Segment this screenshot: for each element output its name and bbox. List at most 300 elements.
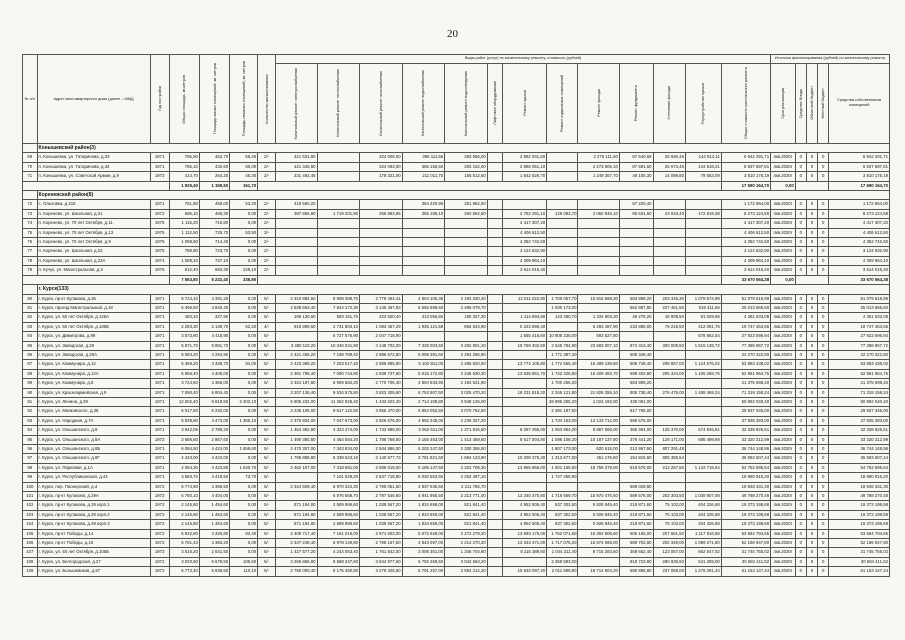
cell-c11 <box>653 407 685 416</box>
cell-c7 <box>503 482 547 491</box>
cell-nonres: 229,10 <box>230 266 258 275</box>
cell-c1 <box>276 247 317 256</box>
cell-total: 483,10 <box>169 313 199 322</box>
header-source-term: Срок реализации <box>780 87 785 119</box>
cell-year: 1971 <box>150 162 169 171</box>
cell-cnt: 5/- <box>258 492 276 501</box>
cell-own: 4 417 307,20 <box>829 219 890 228</box>
cell-term: 4кв.2020г <box>771 529 796 538</box>
cell-c3 <box>360 247 403 256</box>
cell-addr: г. Курск, ул. Белгородская, д.27 <box>37 557 150 566</box>
cell-c7: 1 114 894,80 <box>503 313 547 322</box>
cell-term: 4кв.2020г <box>771 322 796 331</box>
cell-c7: 15 633 097,20 <box>503 567 547 576</box>
cell-f2: 0 <box>806 397 817 406</box>
cell-living: 327,90 <box>199 313 229 322</box>
cell-c13: 77 398 967,72 <box>721 341 770 350</box>
cell-c5: 2 272 279,20 <box>445 529 488 538</box>
cell-c4: 384 220,96 <box>402 200 445 209</box>
cell-c3 <box>360 219 403 228</box>
cell-c4: 356 156,50 <box>402 162 445 171</box>
cell-c11: 123 067,00 <box>653 548 685 557</box>
cell-c1: 1 795 858,80 <box>276 454 317 463</box>
subtotal-owners: 33 670 564,38 <box>829 275 890 284</box>
table-row <box>23 379 890 388</box>
cell-c8 <box>547 153 578 162</box>
cell-c5: 2 192 531,90 <box>445 379 488 388</box>
cell-addr: г. Курск, проезд Магистральный, д.18 <box>37 303 150 312</box>
cell-cnt: 2/- <box>258 256 276 265</box>
cell-c12: 519 311,56 <box>685 303 721 312</box>
cell-c5: 283 162,00 <box>445 162 488 171</box>
cell-year: 1971 <box>150 426 169 435</box>
cell-addr: г. Курск, ул. Димитрова, д.99 <box>37 332 150 341</box>
cell-c13: 6 942 291,71 <box>721 153 770 162</box>
cell-n: 92 <box>23 407 38 416</box>
cell-n: 100 <box>23 482 38 491</box>
cell-f3: 0 <box>818 397 829 406</box>
cell-year: 1972 <box>150 520 169 529</box>
cell-c8: 1 717 075,20 <box>547 539 578 548</box>
cell-f1: 0 <box>795 510 806 519</box>
cell-n: 95 <box>23 435 38 444</box>
cell-cnt: 2/- <box>258 266 276 275</box>
cell-own: 4 406 612,50 <box>829 228 890 237</box>
cell-year: 1972 <box>150 529 169 538</box>
cell-c8: 1 742 326,80 <box>547 369 578 378</box>
header-work-13: Общая стоимость капитального ремонта <box>743 67 748 140</box>
cell-c9: 1 249 357,70 <box>578 172 619 181</box>
cell-c2 <box>317 172 360 181</box>
cell-c2 <box>317 219 360 228</box>
cell-addr: г. Курск, ул. Ольшанского, д.8Б <box>37 445 150 454</box>
cell-c6 <box>487 539 503 548</box>
cell-total: 751,90 <box>169 200 199 209</box>
cell-c9: 10 187 137,80 <box>578 435 619 444</box>
cell-c7 <box>503 473 547 482</box>
cell-c12: 695 499,69 <box>685 435 721 444</box>
cell-living: 4 326,80 <box>199 529 229 538</box>
cell-c9 <box>578 228 619 237</box>
cell-f2: 0 <box>806 482 817 491</box>
cell-f2: 0 <box>806 219 817 228</box>
cell-own: 50 992 040,40 <box>829 397 890 406</box>
cell-c6 <box>487 520 503 529</box>
cell-c9 <box>578 557 619 566</box>
cell-f3: 0 <box>818 445 829 454</box>
cell-n: 70 <box>23 162 38 171</box>
cell-nonres: 1 365,10 <box>230 416 258 425</box>
cell-c11: 807 291,48 <box>653 445 685 454</box>
cell-c4: 5 185 147,50 <box>402 463 445 472</box>
cell-living: 4 418,90 <box>199 332 229 341</box>
cell-c2 <box>317 162 360 171</box>
cell-c5: 260 662,50 <box>445 209 488 218</box>
cell-c12 <box>685 247 721 256</box>
cell-f3: 0 <box>818 303 829 312</box>
cell-nonres: 0,00 <box>230 539 258 548</box>
cell-c7 <box>503 379 547 388</box>
cell-n: 102 <box>23 501 38 510</box>
cell-cnt: 5/- <box>258 341 276 350</box>
cell-c6 <box>487 407 503 416</box>
cell-c11: 300 009,50 <box>653 341 685 350</box>
cell-addr: г. Курск, ул. Ольшанского, д.8 <box>37 426 150 435</box>
cell-total: 4 423,00 <box>169 454 199 463</box>
cell-cnt: 5/- <box>258 445 276 454</box>
cell-c10: 874 313,40 <box>619 341 653 350</box>
cell-cnt: 2/- <box>258 247 276 256</box>
cell-c10: 218 871,60 <box>619 510 653 519</box>
cell-f2: 0 <box>806 473 817 482</box>
cell-addr: г. Курск, ул. Ольшанского, д.8А <box>37 435 150 444</box>
cell-year: 1971 <box>150 397 169 406</box>
cell-n: 105 <box>23 529 38 538</box>
cell-c6 <box>487 209 503 218</box>
cell-c7: 4 309 964,10 <box>503 256 547 265</box>
cell-total: 6 017,50 <box>169 407 199 416</box>
cell-c12 <box>685 473 721 482</box>
cell-cnt: 2/- <box>258 153 276 162</box>
cell-c10: 218 871,60 <box>619 520 653 529</box>
cell-c10: 233 886,00 <box>619 322 653 331</box>
cell-cnt: 2/- <box>258 162 276 171</box>
cell-living: 737,10 <box>199 256 229 265</box>
cell-c12 <box>685 350 721 359</box>
cell-c8 <box>547 482 578 491</box>
cell-total: 5 774,90 <box>169 482 199 491</box>
cell-c2: 7 343 934,00 <box>317 445 360 454</box>
cell-c3: 3 278 325,60 <box>360 567 403 576</box>
cell-f3: 0 <box>818 520 829 529</box>
cell-f2: 0 <box>806 388 817 397</box>
cell-living: 4 423,00 <box>199 454 229 463</box>
cell-f2: 0 <box>806 360 817 369</box>
table-row <box>23 435 890 444</box>
cell-c4: 5 791 257,00 <box>402 567 445 576</box>
cell-c13: 37 935 393,00 <box>721 416 770 425</box>
cell-nonres: 53,50 <box>230 228 258 237</box>
cell-nonres: 0,00 <box>230 256 258 265</box>
header-work-6: Лифтовое оборудование <box>493 81 498 126</box>
cell-n: 78 <box>23 256 38 265</box>
cell-c10 <box>619 247 653 256</box>
cell-c12: 144 818,21 <box>685 162 721 171</box>
cell-term: 4кв.2020г <box>771 510 796 519</box>
cell-c8 <box>547 256 578 265</box>
header-year: Год постройки <box>157 86 162 112</box>
cell-living: 5 679,50 <box>199 557 229 566</box>
cell-f3: 0 <box>818 350 829 359</box>
cell-c8: 10 808 235,00 <box>547 332 578 341</box>
cell-year: 1971 <box>150 341 169 350</box>
cell-c3: 1 038 567,20 <box>360 510 403 519</box>
cell-c8: 1 096 108,20 <box>547 435 578 444</box>
cell-c3 <box>360 200 403 209</box>
cell-f1: 0 <box>795 463 806 472</box>
cell-term: 4кв.2020г <box>771 162 796 171</box>
cell-year: 1971 <box>150 332 169 341</box>
cell-cnt: 5/- <box>258 539 276 548</box>
cell-c1: 1 490 380,60 <box>276 435 317 444</box>
cell-c4: 3 155 463,00 <box>402 435 445 444</box>
header-sources-group: Источник финансирования (рублей) по капитальному ремонту <box>771 55 890 64</box>
cell-living: 723,70 <box>199 247 229 256</box>
cell-term: 4кв.2020г <box>771 548 796 557</box>
cell-c3 <box>360 266 403 275</box>
cell-c13: 51 079 618,99 <box>721 294 770 303</box>
cell-f3: 0 <box>818 256 829 265</box>
cell-c1: 1 427 577,20 <box>276 548 317 557</box>
cell-c8 <box>547 200 578 209</box>
cell-c9 <box>578 238 619 247</box>
cell-c4: 7 328 003,50 <box>402 341 445 350</box>
cell-c7: 10 208 376,40 <box>503 454 547 463</box>
cell-nonres: 0,00 <box>230 388 258 397</box>
cell-living: 465,30 <box>199 209 229 218</box>
cell-cnt: 5/- <box>258 313 276 322</box>
cell-c9 <box>578 219 619 228</box>
cell-c10: 589 029,80 <box>619 482 653 491</box>
cell-c12: 674 945,51 <box>685 426 721 435</box>
cell-nonres: 45,30 <box>230 172 258 181</box>
cell-addr: г. Курск, ул. Большевиков, д.97 <box>37 567 150 576</box>
cell-c13: 4 361 633,08 <box>721 313 770 322</box>
cell-term: 4кв.2020г <box>771 238 796 247</box>
cell-c8: 1 700 057,70 <box>547 294 578 303</box>
cell-c12: 1 038 907,08 <box>685 492 721 501</box>
header-work-12: Переустройство крыши <box>701 82 706 124</box>
cell-c6 <box>487 388 503 397</box>
cell-year: 1975 <box>150 238 169 247</box>
cell-total: 3 516,20 <box>169 548 199 557</box>
cell-c8 <box>547 162 578 171</box>
cell-c6 <box>487 228 503 237</box>
cell-c4: 5 015 172,80 <box>402 369 445 378</box>
cell-f2: 0 <box>806 256 817 265</box>
cell-f1: 0 <box>795 228 806 237</box>
cell-c11: 25 690,46 <box>653 153 685 162</box>
cell-c6 <box>487 557 503 566</box>
cell-total: 3 724,60 <box>169 379 199 388</box>
cell-nonres: 0,00 <box>230 501 258 510</box>
cell-c12: 1 488 469,24 <box>685 388 721 397</box>
cell-n: 69 <box>23 153 38 162</box>
cell-addr: п. Коренево, ул. Школьная, д.23 <box>37 247 150 256</box>
cell-f2: 0 <box>806 445 817 454</box>
cell-c1: 2 638 553,40 <box>276 303 317 312</box>
cell-c9: 5 928 845,40 <box>578 510 619 519</box>
spacer-cell <box>23 275 170 284</box>
cell-c12 <box>685 416 721 425</box>
cell-c11: 280 936,50 <box>653 557 685 566</box>
cell-cnt: 2/- <box>258 200 276 209</box>
cell-c9 <box>578 473 619 482</box>
cell-c9: 620 615,00 <box>578 445 619 454</box>
cell-c3 <box>360 238 403 247</box>
cell-year: 1971 <box>150 416 169 425</box>
cell-year: 1972 <box>150 557 169 566</box>
cell-c1 <box>276 473 317 482</box>
cell-nonres: 0,00 <box>230 492 258 501</box>
cell-total: 1 115,20 <box>169 219 199 228</box>
cell-c5: 3 948 126,00 <box>445 397 488 406</box>
cell-c9: 2 273 605,10 <box>578 162 619 171</box>
cell-c2: 7 047 673,00 <box>317 416 360 425</box>
cell-c11: 79 215,50 <box>653 322 685 331</box>
cell-nonres: 0,00 <box>230 520 258 529</box>
cell-cnt: 5/- <box>258 426 276 435</box>
cell-c1: 916 899,60 <box>276 322 317 331</box>
table-row <box>23 416 890 425</box>
cell-c2: 6 978 149,80 <box>317 539 360 548</box>
cell-f2: 0 <box>806 454 817 463</box>
table-row <box>23 520 890 529</box>
cell-c6 <box>487 379 503 388</box>
cell-c13: 53 883 438,02 <box>721 360 770 369</box>
cell-c2 <box>317 256 360 265</box>
cell-c13: 61 153 147,44 <box>721 567 770 576</box>
cell-f2: 0 <box>806 435 817 444</box>
cell-c2: 5 338 623,10 <box>317 454 360 463</box>
cell-c10: 589 576,00 <box>619 492 653 501</box>
cell-c4: 4 804 105,35 <box>402 294 445 303</box>
cell-term: 4кв.2020г <box>771 557 796 566</box>
cell-c3: 1 786 768,60 <box>360 435 403 444</box>
cell-f2: 0 <box>806 209 817 218</box>
cell-n: 82 <box>23 313 38 322</box>
section-title: Конышевский район(3) <box>37 144 889 153</box>
cell-addr: г. Курск, ул. Коммунара, д.8 <box>37 379 150 388</box>
cell-c8: 1 734 163,00 <box>547 416 578 425</box>
cell-own: 36 593 607,44 <box>829 454 890 463</box>
cell-c7 <box>503 397 547 406</box>
table-row <box>23 407 890 416</box>
cell-total: 912,40 <box>169 266 199 275</box>
cell-c10: 583 909,20 <box>619 379 653 388</box>
cell-living: 2 641,50 <box>199 548 229 557</box>
cell-year: 1972 <box>150 567 169 576</box>
cell-f1: 0 <box>795 379 806 388</box>
cell-c13: 36 593 607,44 <box>721 454 770 463</box>
cell-c6 <box>487 256 503 265</box>
cell-c12 <box>685 256 721 265</box>
cell-f1: 0 <box>795 435 806 444</box>
cell-c11: 14 099,80 <box>653 172 685 181</box>
cell-c7: 4 417 307,20 <box>503 219 547 228</box>
cell-c10 <box>619 228 653 237</box>
cell-total: 5 866,40 <box>169 369 199 378</box>
section-title-row <box>23 191 890 200</box>
cell-c5: 2 284 286,90 <box>445 350 488 359</box>
cell-c11: 25 673,46 <box>653 162 685 171</box>
cell-c5: 281 962,50 <box>445 200 488 209</box>
cell-c2: 9 534 575,80 <box>317 388 360 397</box>
cell-c7 <box>503 200 547 209</box>
cell-f1: 0 <box>795 153 806 162</box>
cell-term: 4кв.2020г <box>771 397 796 406</box>
cell-c12: 404 326,68 <box>685 501 721 510</box>
cell-c10: 435 081,00 <box>619 397 653 406</box>
cell-term: 4кв.2020г <box>771 426 796 435</box>
cell-nonres: 0,00 <box>230 350 258 359</box>
cell-c9: 15 974 068,00 <box>578 539 619 548</box>
cell-f3: 0 <box>818 228 829 237</box>
cell-c3: 1 038 567,20 <box>360 520 403 529</box>
cell-term: 4кв.2020г <box>771 520 796 529</box>
cell-living: 2 789,20 <box>199 426 229 435</box>
cell-c12 <box>685 454 721 463</box>
cell-c4: 5 030 563,50 <box>402 473 445 482</box>
cell-nonres: 0,00 <box>230 219 258 228</box>
cell-c10: 608 348,40 <box>619 350 653 359</box>
cell-nonres: 0,00 <box>230 303 258 312</box>
cell-f1: 0 <box>795 529 806 538</box>
cell-n: 107 <box>23 548 38 557</box>
cell-c6 <box>487 313 503 322</box>
cell-c12 <box>685 445 721 454</box>
cell-c8: 1 762 071,60 <box>547 529 578 538</box>
cell-term: 4кв.2020г <box>771 482 796 491</box>
cell-total: 755,50 <box>169 153 199 162</box>
cell-cnt: 5/- <box>258 332 276 341</box>
cell-c11 <box>653 256 685 265</box>
table-row <box>23 557 890 566</box>
cell-nonres: 0,00 <box>230 379 258 388</box>
cell-own: 77 398 967,72 <box>829 341 890 350</box>
cell-living: 4 339,70 <box>199 360 229 369</box>
cell-nonres: 0,00 <box>230 313 258 322</box>
cell-living: 683,30 <box>199 266 229 275</box>
cell-c6 <box>487 322 503 331</box>
cell-own: 61 153 147,44 <box>829 567 890 576</box>
cell-c7: 4 406 612,50 <box>503 228 547 237</box>
cell-f2: 0 <box>806 247 817 256</box>
cell-c10: 48 105,30 <box>619 172 653 181</box>
cell-n: 96 <box>23 445 38 454</box>
cell-c7: 13 965 866,00 <box>503 463 547 472</box>
cell-c11 <box>653 350 685 359</box>
table-row <box>23 445 890 454</box>
table-row <box>23 303 890 312</box>
cell-f3: 0 <box>818 454 829 463</box>
cell-living: 6 804,40 <box>199 388 229 397</box>
cell-c5: 3 292 901,10 <box>445 341 488 350</box>
cell-term: 4кв.2020г <box>771 501 796 510</box>
cell-c9: 9 897 066,00 <box>578 426 619 435</box>
cell-f3: 0 <box>818 463 829 472</box>
cell-nonres: 0,00 <box>230 482 258 491</box>
cell-c11 <box>653 247 685 256</box>
cell-c9 <box>578 247 619 256</box>
cell-living: 9 618,50 <box>199 397 229 406</box>
cell-c13: 19 747 463,65 <box>721 322 770 331</box>
cell-c7: 13 774 105,80 <box>503 360 547 369</box>
cell-c12: 1 089 271,80 <box>685 539 721 548</box>
cell-n: 98 <box>23 463 38 472</box>
cell-addr: г. Курск, ул. Заводская, д.29А <box>37 350 150 359</box>
cell-c10: 598 402,80 <box>619 369 653 378</box>
table-row <box>23 482 890 491</box>
cell-c11 <box>653 416 685 425</box>
table-row <box>23 200 890 209</box>
cell-c3: 3 844 977,60 <box>360 557 403 566</box>
cell-c6 <box>487 369 503 378</box>
cell-c1: 3 324 187,80 <box>276 379 317 388</box>
cell-addr: г. Курск, ул. 50 лет Октября, д.105Б <box>37 548 150 557</box>
cell-c8: 28 986 255,20 <box>547 397 578 406</box>
cell-f1: 0 <box>795 322 806 331</box>
